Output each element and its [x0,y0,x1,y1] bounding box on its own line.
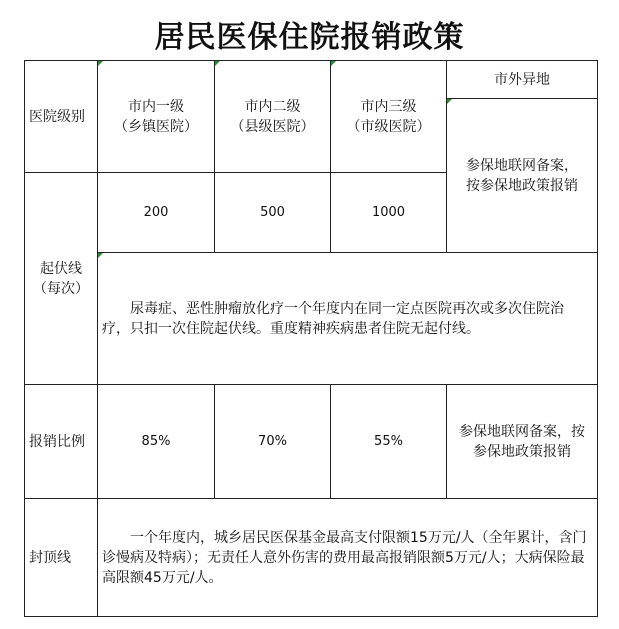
cap-text-cell [97,498,598,617]
reimbursement-label [24,384,98,499]
header-level3-line2: （市级医院） [346,118,431,135]
header-level1 [97,60,215,173]
deductible-note [97,252,598,385]
header-hospital-level-text: 医院级别 [29,108,85,125]
header-outside-text: 市外异地 [494,71,550,88]
header-level1-line2: （乡镇医院） [114,118,198,135]
reimbursement-level1-value: 85% [141,433,171,449]
reimbursement-level2-value: 70% [258,433,287,449]
deductible-level2-value: 500 [260,204,285,220]
header-outside [446,60,598,99]
header-level3-line1: 市内三级 [360,98,417,115]
deductible-level3 [330,172,447,253]
header-level3 [330,60,447,173]
header-level2 [214,60,331,173]
header-hospital-level [24,60,98,173]
deductible-label-line2: （每次） [33,280,89,297]
cap-text: 一个年度内，城乡居民医保基金最高支付限额15万元/人（全年累计，含门诊慢病及特病）；无责任人意外伤害的费用最高报销限额5万元/人；大病保险最高限额45万元/人。 [102,529,587,586]
deductible-level1 [97,172,215,253]
reimbursement-level3 [330,384,447,499]
cap-label-text: 封顶线 [29,549,71,566]
deductible-level1-value: 200 [143,204,169,220]
reimbursement-outside [446,384,598,499]
header-level1-line1: 市内一级 [128,98,184,115]
header-level2-line1: 市内二级 [244,98,301,115]
outside-note [446,98,598,253]
reimbursement-outside-line2: 参保地政策报销 [473,443,571,460]
deductible-level3-value: 1000 [371,204,406,220]
reimbursement-outside-line1: 参保地联网备案，按 [459,423,585,440]
reimbursement-level2 [214,384,331,499]
reimbursement-label-text: 报销比例 [29,433,85,450]
reimbursement-level1 [97,384,215,499]
deductible-label [24,172,98,385]
cap-label [24,498,98,617]
outside-note-line1: 参保地联网备案， [466,157,578,174]
page-title: 居民医保住院报销政策 [154,20,465,55]
deductible-note-text: 尿毒症、恶性肿瘤放化疗一个年度内在同一定点医院再次或多次住院治疗，只扣一次住院起伏线。重度精神疾病患者住院无起付线。 [102,300,564,337]
deductible-label-line1: 起伏线 [40,260,82,277]
outside-note-line2: 按参保地政策报销 [466,177,578,194]
reimbursement-level3-value: 55% [374,433,403,449]
deductible-level2 [214,172,331,253]
header-level2-line2: （县级医院） [230,118,315,135]
